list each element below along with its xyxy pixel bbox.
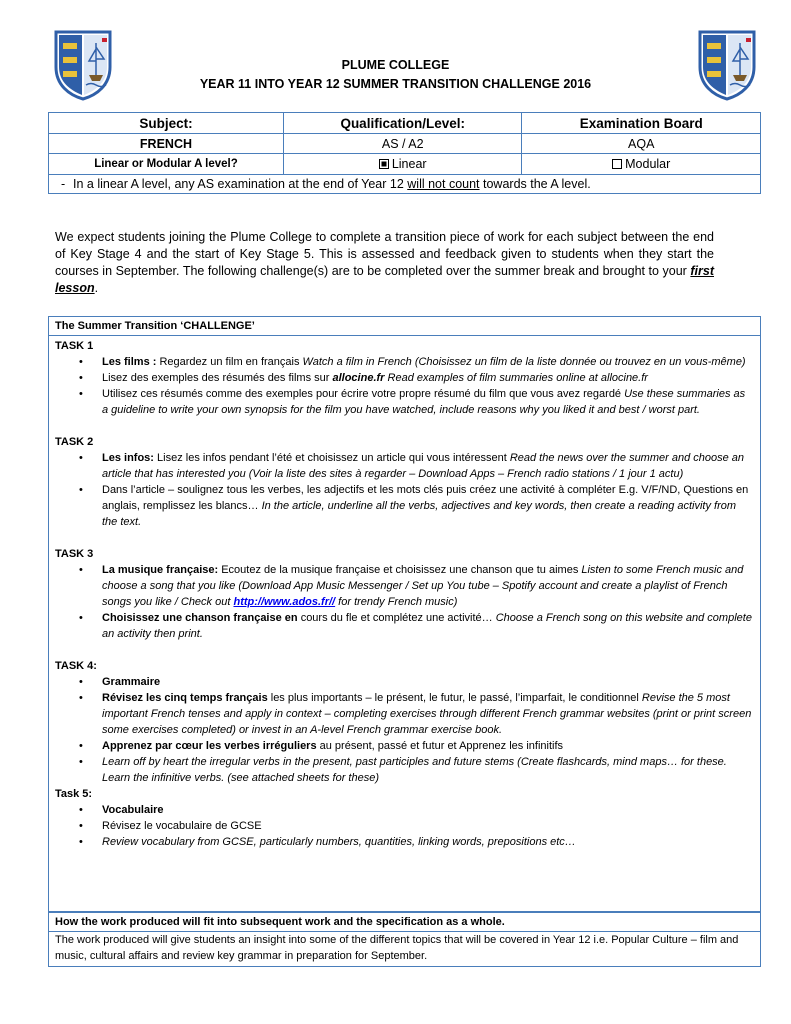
subject-header: Subject: (49, 113, 284, 134)
linear-option-label: Linear (391, 157, 427, 171)
task-title: TASK 4: (55, 660, 97, 672)
task-1 (55, 338, 754, 418)
list-item: • Learn off by heart the irregular verbs in the present, past participles and future stems (Create flashcards, mind maps… for these. Learn the infinitive verbs. (see attached sheets for these) (55, 754, 754, 786)
exam-board-value: AQA (522, 134, 761, 154)
linear-question-label: Linear or Modular A level? (49, 154, 284, 175)
list-item: • Les films : Regardez un film en français Watch a film in French (Choisissez un film de la liste donnée ou trouvez en un vous-même) (55, 354, 754, 370)
list-item: • Apprenez par cœur les verbes irréguliers au présent, passé et futur et Apprenez les infinitifs (55, 738, 754, 754)
list-item: • Révisez le vocabulaire de GCSE (55, 818, 754, 834)
note-text-end: towards the A level. (479, 177, 591, 191)
subject-value: FRENCH (49, 134, 284, 154)
modular-option-cell (522, 154, 761, 175)
task-title: TASK 2 (55, 436, 94, 448)
linear-note (49, 175, 761, 194)
task-title: Task 5: (55, 788, 93, 800)
list-item: • Grammaire (55, 674, 754, 690)
challenge-heading: The Summer Transition ‘CHALLENGE’ (49, 317, 760, 336)
task-title: TASK 3 (55, 548, 94, 560)
list-item: • Utilisez ces résumés comme des exemples pour écrire votre propre résumé du film que vous avez regardé Use these summaries as a guideline to write your own synopsis for the film you have watched, include reasons why you liked it and best / worst part. (55, 386, 754, 418)
linear-option-cell (283, 154, 522, 175)
subsequent-work-box (48, 912, 761, 967)
task-5 (55, 786, 754, 850)
linear-modular-row (49, 154, 761, 175)
subsequent-work-text: The work produced will give students an insight into some of the different topics that will be covered in Year 12 i.e. Popular Culture – film and music, cultural affairs and review key grammar in preparation for September. (55, 934, 739, 962)
note-row (49, 175, 761, 194)
task-2 (55, 434, 754, 530)
list-item: • Dans l’article – soulignez tous les verbes, les adjectifs et les mots clés puis créez une activité à compléter E.g. V/F/ND, Questions en anglais, remplissez les blancs… In the article, underline all the verbs, adjectives and key words, then create a reading activity from the text. (55, 482, 754, 530)
linear-checkbox-checked-icon[interactable] (379, 159, 389, 169)
intro-paragraph (55, 229, 714, 297)
challenge-body (49, 336, 760, 911)
list-item: • Vocabulaire (55, 802, 754, 818)
ados-link[interactable]: http://www.ados.fr// (233, 596, 336, 608)
intro-emphasis: first lesson (55, 264, 714, 295)
document-header (0, 56, 791, 94)
note-underlined-text: will not count (407, 177, 480, 191)
list-item: • Choisissez une chanson française en cours du fle et complétez une activité… Choose a French song on this website and complete an activity then print. (55, 610, 754, 642)
list-item: • Révisez les cinq temps français les plus importants – le présent, le futur, le passé, l’imparfait, le conditionnel Revise the 5 most important French tenses and apply in context – completing exercises through different French grammar websites (print or print screen some exercises completed) or invest in an A-level French grammar exercise book. (55, 690, 754, 738)
list-item: • Review vocabulary from GCSE, particularly numbers, quantities, linking words, prepositions etc… (55, 834, 754, 850)
exam-board-header: Examination Board (522, 113, 761, 134)
qualification-header: Qualification/Level: (283, 113, 522, 134)
table-value-row (49, 134, 761, 154)
college-name: PLUME COLLEGE (341, 58, 450, 72)
list-item: • Les infos: Lisez les infos pendant l’été et choisissez un article qui vous intéressent Read the news over the summer and choose an article that has interested you (Voir la liste des sites à regarder – Download Apps – French radio stations / 1 jour 1 actu) (55, 450, 754, 482)
intro-end: . (94, 281, 99, 295)
task-title: TASK 1 (55, 340, 94, 352)
list-item: • Lisez des exemples des résumés des films sur allocine.fr Read examples of film summaries online at allocine.fr (55, 370, 754, 386)
list-item: • La musique française: Ecoutez de la musique française et choisissez une chanson que tu aimes Listen to some French music and choose a song that you like (Download App Music Messenger / Set up You tube – Spotify account and create a playlist of French songs you like / Check out http://www.ados.fr// for trendy French music) (55, 562, 754, 610)
document-title: YEAR 11 INTO YEAR 12 SUMMER TRANSITION CHALLENGE 2016 (199, 77, 592, 91)
table-header-row (49, 113, 761, 134)
modular-checkbox-empty-icon[interactable] (612, 159, 622, 169)
modular-option-label: Modular (625, 157, 671, 171)
subsequent-work-heading: How the work produced will fit into subsequent work and the specification as a whole. (49, 913, 760, 932)
intro-text: We expect students joining the Plume College to complete a transition piece of work for each subject between the end of Key Stage 4 and the start of Key Stage 5. This is assessed and feedback given to students when they start the courses in September. The following challenge(s) are to be completed over the summer break and brought to your (55, 230, 714, 278)
summer-challenge-box (48, 316, 761, 912)
qualification-value: AS / A2 (283, 134, 522, 154)
note-text: In a linear A level, any AS examination at the end of Year 12 (73, 177, 408, 191)
course-info-table (48, 112, 761, 194)
task-4 (55, 658, 754, 786)
task-3 (55, 546, 754, 642)
note-dash: - (61, 177, 66, 191)
